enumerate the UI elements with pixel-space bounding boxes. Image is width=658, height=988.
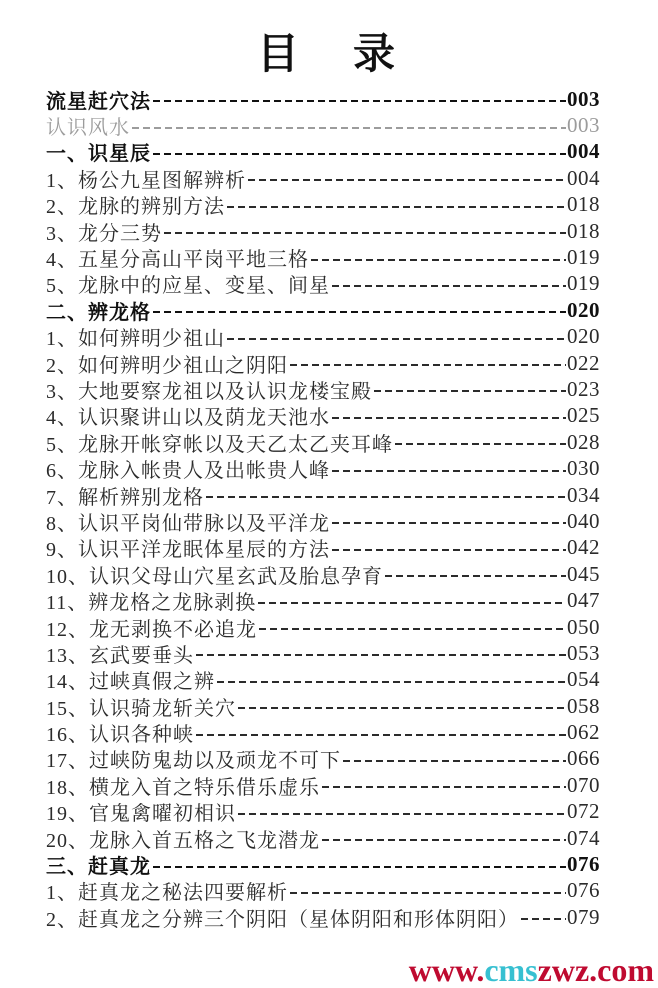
toc-entry-label: 2、赶真龙之分辨三个阴阳（星体阴阳和形体阴阳） xyxy=(46,908,519,931)
toc-entry xyxy=(46,772,600,798)
dotted-leader xyxy=(374,390,566,392)
toc-entry-label: 6、龙脉入帐贵人及出帐贵人峰 xyxy=(46,460,330,483)
toc-entry-label: 20、龙脉入首五格之飞龙潜龙 xyxy=(46,829,320,852)
toc-entry xyxy=(46,244,600,270)
watermark-suffix: zwz.com xyxy=(537,952,654,988)
toc-entry xyxy=(46,429,600,455)
toc-entry xyxy=(46,86,600,112)
dotted-leader xyxy=(164,232,566,234)
toc-entry-page: 004 xyxy=(567,165,600,190)
toc-entry xyxy=(46,218,600,244)
toc-entry-label: 5、龙脉开帐穿帐以及天乙太乙夹耳峰 xyxy=(46,433,393,456)
dotted-leader xyxy=(395,443,566,445)
toc-entry xyxy=(46,350,600,376)
dotted-leader xyxy=(332,470,566,472)
dotted-leader xyxy=(385,575,566,577)
toc-entry-page: 066 xyxy=(567,746,600,771)
toc-entry xyxy=(46,376,600,402)
dotted-leader xyxy=(332,549,566,551)
toc-entry xyxy=(46,192,600,218)
toc-entry-page: 003 xyxy=(567,113,600,138)
toc-entry-label: 2、龙脉的辨别方法 xyxy=(46,196,225,219)
dotted-leader xyxy=(217,681,566,683)
toc-entry xyxy=(46,878,600,904)
dotted-leader xyxy=(290,364,566,366)
toc-entry-page: 050 xyxy=(567,614,600,639)
dotted-leader xyxy=(259,628,566,630)
toc-entry-page: 076 xyxy=(567,878,600,903)
dotted-leader xyxy=(227,206,566,208)
toc-entry-label: 1、杨公九星图解辨析 xyxy=(46,169,246,192)
dotted-leader xyxy=(206,496,566,498)
dotted-leader xyxy=(153,866,566,868)
toc-entry-page: 040 xyxy=(567,508,600,533)
toc-entry-label: 9、认识平洋龙眠体星辰的方法 xyxy=(46,539,330,562)
toc-entry-page: 072 xyxy=(567,799,600,824)
toc-entry-page: 003 xyxy=(567,86,600,111)
toc-entry xyxy=(46,693,600,719)
toc-entry-page: 074 xyxy=(567,825,600,850)
toc-entry-page: 076 xyxy=(567,852,600,877)
toc-entry-page: 045 xyxy=(567,561,600,586)
toc-entry xyxy=(46,587,600,613)
dotted-leader xyxy=(311,259,566,261)
toc-entry xyxy=(46,508,600,534)
toc-entry xyxy=(46,799,600,825)
toc-entry xyxy=(46,825,600,851)
toc-entry-page: 020 xyxy=(567,324,600,349)
toc-entry-page: 034 xyxy=(567,482,600,507)
toc-entry-page: 023 xyxy=(567,376,600,401)
toc-entry-label: 认识风水 xyxy=(46,117,130,140)
dotted-leader xyxy=(322,786,566,788)
dotted-leader xyxy=(521,918,566,920)
toc-entry-label: 13、玄武要垂头 xyxy=(46,644,194,667)
toc-entry xyxy=(46,904,600,930)
dotted-leader xyxy=(227,338,566,340)
toc-entry-page: 018 xyxy=(567,218,600,243)
dotted-leader xyxy=(343,760,566,762)
toc-entry xyxy=(46,455,600,481)
toc-entry xyxy=(46,297,600,323)
toc-entry-label: 18、横龙入首之特乐借乐虚乐 xyxy=(46,776,320,799)
toc-entry xyxy=(46,667,600,693)
toc-entry xyxy=(46,324,600,350)
toc-entry-label: 11、辨龙格之龙脉剥换 xyxy=(46,592,257,615)
dotted-leader xyxy=(332,285,566,287)
toc-entry-label: 4、认识聚讲山以及荫龙天池水 xyxy=(46,407,330,430)
toc-entry-page: 058 xyxy=(567,693,600,718)
page-title: 目 录 xyxy=(256,32,401,78)
toc-entry-label: 8、认识平岗仙带脉以及平洋龙 xyxy=(46,512,330,535)
toc-entry xyxy=(46,403,600,429)
toc-entry-page: 028 xyxy=(567,429,600,454)
dotted-leader xyxy=(332,417,566,419)
toc-entry-label: 15、认识骑龙斩关穴 xyxy=(46,697,236,720)
toc-entry-label: 1、如何辨明少祖山 xyxy=(46,328,225,351)
toc-entry-page: 079 xyxy=(567,904,600,929)
dotted-leader xyxy=(238,707,566,709)
toc-entry xyxy=(46,614,600,640)
toc-entry-page: 020 xyxy=(567,297,600,322)
toc-entry-label: 10、认识父母山穴星玄武及胎息孕育 xyxy=(46,565,383,588)
toc-entry-label: 3、大地要察龙祖以及认识龙楼宝殿 xyxy=(46,381,372,403)
toc-entry-page: 053 xyxy=(567,640,600,665)
dotted-leader xyxy=(258,602,566,604)
toc-entry xyxy=(46,640,600,666)
toc-entry-label: 7、解析辨别龙格 xyxy=(46,486,204,509)
toc-entry-label: 二、辨龙格 xyxy=(46,301,151,324)
toc-entry-label: 3、龙分三势 xyxy=(46,222,162,245)
dotted-leader xyxy=(196,654,566,656)
toc-entry-label: 一、识星辰 xyxy=(46,143,151,166)
toc-entry-page: 004 xyxy=(567,139,600,164)
dotted-leader xyxy=(153,100,566,102)
toc-entry-page: 022 xyxy=(567,350,600,375)
toc-entry xyxy=(46,165,600,191)
toc-entry xyxy=(46,139,600,165)
dotted-leader xyxy=(196,734,566,736)
toc-entry-page: 062 xyxy=(567,720,600,745)
dotted-leader xyxy=(132,127,566,129)
toc-entry xyxy=(46,112,600,138)
dotted-leader xyxy=(290,892,566,894)
toc-entry-page: 047 xyxy=(567,588,600,613)
toc-entry-page: 018 xyxy=(567,192,600,217)
toc-entry-label: 4、五星分高山平岗平地三格 xyxy=(46,249,309,272)
toc-entry-label: 19、官鬼禽曜初相识 xyxy=(46,803,236,826)
toc-entry-label: 三、赶真龙 xyxy=(46,856,151,879)
toc-entry xyxy=(46,746,600,772)
toc-entry-label: 12、龙无剥换不必追龙 xyxy=(46,618,257,641)
toc-entry-page: 019 xyxy=(567,271,600,296)
dotted-leader xyxy=(153,311,566,313)
toc-entry-page: 042 xyxy=(567,535,600,560)
toc-entry-label: 流星赶穴法 xyxy=(46,90,151,113)
watermark-mid: cms xyxy=(484,952,538,988)
dotted-leader xyxy=(153,153,566,155)
toc-entry-label: 2、如何辨明少祖山之阴阳 xyxy=(46,354,288,377)
watermark-prefix: www. xyxy=(408,952,485,988)
toc-entry xyxy=(46,271,600,297)
toc-entry xyxy=(46,719,600,745)
toc-entry xyxy=(46,482,600,508)
toc-entry-page: 054 xyxy=(567,667,600,692)
toc-entry-page: 025 xyxy=(567,403,600,428)
toc-entry-page: 030 xyxy=(567,456,600,481)
toc-entry-label: 5、龙脉中的应星、变星、间星 xyxy=(46,275,330,298)
dotted-leader xyxy=(322,839,566,841)
toc-entry-label: 14、过峡真假之辨 xyxy=(46,671,215,694)
dotted-leader xyxy=(238,813,566,815)
toc-entry xyxy=(46,851,600,877)
toc-entry-label: 1、赶真龙之秘法四要解析 xyxy=(46,882,288,905)
toc-entry-page: 070 xyxy=(567,772,600,797)
toc-list xyxy=(0,82,658,931)
dotted-leader xyxy=(248,179,566,181)
dotted-leader xyxy=(332,522,566,524)
toc-entry xyxy=(46,535,600,561)
toc-entry xyxy=(46,561,600,587)
toc-entry-label: 17、过峡防鬼劫以及顽龙不可下 xyxy=(46,750,341,773)
toc-entry-label: 16、认识各种峡 xyxy=(46,724,194,747)
toc-entry-page: 019 xyxy=(567,245,600,270)
